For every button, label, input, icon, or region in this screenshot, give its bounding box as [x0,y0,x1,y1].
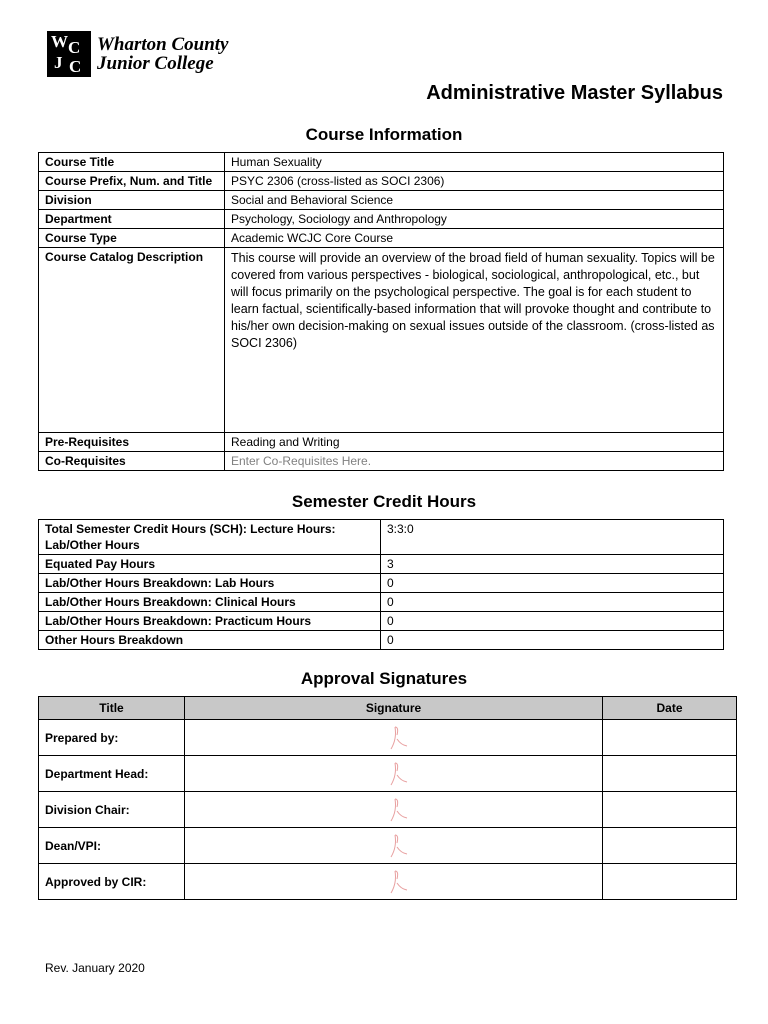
semester-credit-hours-heading: Semester Credit Hours [291,492,477,511]
table-row [39,612,724,631]
course-title-value: Human Sexuality [225,153,724,172]
signature-field-icon [386,725,408,751]
date-field[interactable] [603,720,737,756]
row-label: Department [39,210,225,229]
row-label: Other Hours Breakdown [39,631,381,650]
date-field[interactable] [603,756,737,792]
logo-mark-letter: W [51,32,68,51]
division-value: Social and Behavioral Science [225,191,724,210]
document-title: Administrative Master Syllabus [426,82,723,104]
row-label: Co-Requisites [39,452,225,471]
lab-hours-value: 0 [381,574,724,593]
row-label: Course Title [39,153,225,172]
table-row [39,433,724,452]
table-row [39,452,724,471]
signature-field[interactable] [185,792,603,828]
approval-title: Division Chair: [39,792,185,828]
course-type-value: Academic WCJC Core Course [225,229,724,248]
row-label: Total Semester Credit Hours (SCH): Lecture Hours: Lab/Other Hours [39,520,381,555]
approval-signatures-table [38,696,737,900]
table-row [39,248,724,433]
signature-field[interactable] [185,864,603,900]
approval-title: Dean/VPI: [39,828,185,864]
column-header-title: Title [39,697,185,720]
corequisites-field[interactable]: Enter Co-Requisites Here. [225,452,724,471]
approval-title: Approved by CIR: [39,864,185,900]
column-header-date: Date [603,697,737,720]
table-row [39,191,724,210]
table-row [39,864,737,900]
date-field[interactable] [603,792,737,828]
table-row [39,229,724,248]
college-name-line1: Wharton County [97,34,229,55]
wcjc-logo-mark [47,31,91,77]
table-row [39,555,724,574]
signature-field-icon [386,761,408,787]
row-label: Lab/Other Hours Breakdown: Lab Hours [39,574,381,593]
signature-field-icon [386,833,408,859]
signature-field[interactable] [185,828,603,864]
equated-pay-hours-value: 3 [381,555,724,574]
table-header-row [39,697,737,720]
logo-mark-letter: C [69,57,82,76]
row-label: Division [39,191,225,210]
prerequisites-value: Reading and Writing [225,433,724,452]
row-label: Course Type [39,229,225,248]
logo-mark-letter: J [54,53,63,72]
table-row [39,172,724,191]
practicum-hours-value: 0 [381,612,724,631]
table-row [39,756,737,792]
college-name-line2: Junior College [97,53,214,74]
total-sch-value: 3:3:0 [381,520,724,555]
revision-date: Rev. January 2020 [45,961,145,975]
row-label: Pre-Requisites [39,433,225,452]
college-logo [47,31,228,77]
table-row [39,520,724,555]
date-field[interactable] [603,864,737,900]
table-row [39,792,737,828]
course-information-heading: Course Information [305,125,463,144]
table-row [39,593,724,612]
table-row [39,153,724,172]
catalog-description-value: This course will provide an overview of the broad field of human sexuality. Topics will be covered from various perspectives - biological, sociological, anthropological, etc., but will focus primarily on the psychological perspective. The goal is for each student to learn factual, scientifically-based information that will provoke thought and contribute to his/her own decision-making on sexual issues outside of the classroom. (cross-listed as SOCI 2306) [225,248,724,433]
logo-mark-letter: C [68,38,81,57]
row-label: Equated Pay Hours [39,555,381,574]
table-row [39,720,737,756]
signature-field[interactable] [185,756,603,792]
college-name [97,35,228,73]
row-label: Course Catalog Description [39,248,225,433]
approval-signatures-heading: Approval Signatures [300,669,468,688]
table-row [39,828,737,864]
date-field[interactable] [603,828,737,864]
semester-credit-hours-table [38,519,724,650]
signature-field[interactable] [185,720,603,756]
signature-field-icon [386,869,408,895]
table-row [39,574,724,593]
table-row [39,631,724,650]
table-row [39,210,724,229]
row-label: Lab/Other Hours Breakdown: Practicum Hours [39,612,381,631]
row-label: Lab/Other Hours Breakdown: Clinical Hours [39,593,381,612]
other-hours-value: 0 [381,631,724,650]
course-prefix-value: PSYC 2306 (cross-listed as SOCI 2306) [225,172,724,191]
column-header-signature: Signature [185,697,603,720]
department-value: Psychology, Sociology and Anthropology [225,210,724,229]
signature-field-icon [386,797,408,823]
approval-title: Prepared by: [39,720,185,756]
clinical-hours-value: 0 [381,593,724,612]
course-information-table [38,152,724,471]
approval-title: Department Head: [39,756,185,792]
row-label: Course Prefix, Num. and Title [39,172,225,191]
